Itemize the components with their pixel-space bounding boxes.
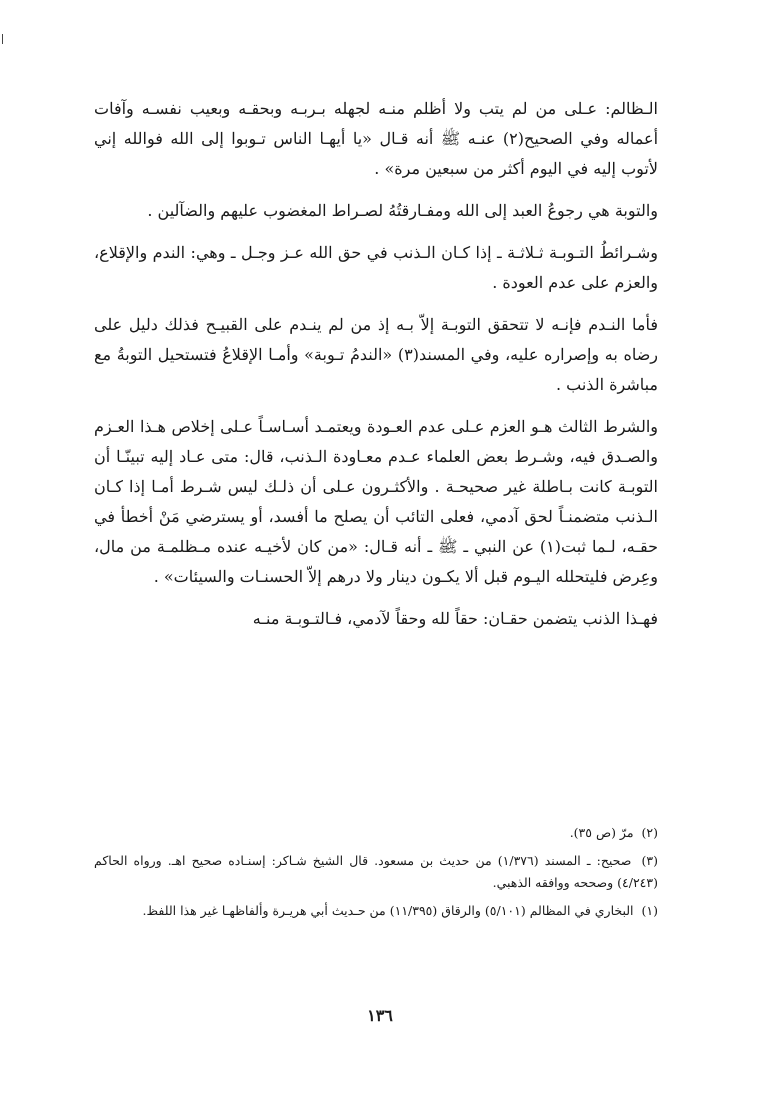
page-number: ١٣٦ — [367, 1006, 393, 1025]
footnotes — [94, 822, 658, 928]
footnote-text: البخاري في المظالم (٥/١٠١) والرقاق (١١/٣٩٥) من حـديث أبي هريـرة وألفاظهـا غير هذا اللفظ. — [142, 903, 634, 918]
paragraph-4: فأما النـدم فإنـه لا تتحقق التوبـة إلاّ بـه إذ من لم ينـدم على القبيـح فذلك دليل على رضاه به وإصراره عليه، وفي المسند(٣) «الندمُ تـوبة» وأمـا الإقلاعُ فتستحيل التوبةُ مع مباشرة الذنب . — [94, 315, 659, 394]
footnote-number: (١) — [641, 903, 658, 918]
footnote-number: (٣) — [641, 853, 658, 868]
page-edge-mark — [2, 34, 3, 44]
footnote — [94, 822, 658, 844]
paragraph-6: فهـذا الذنب يتضمن حقـان: حقاً لله وحقاً لآدمي، فـالتـوبـة منـه — [252, 609, 658, 628]
paragraph-1: الـظالم: عـلى من لم يتب ولا أظلم منـه لجهله بـربـه وبحقـه وبعيب نفسـه وآفات أعماله وفي الصحيح(٢) عنـه ﷺ أنه قـال «يا أيهـا الناس تـوبوا إلى الله فوالله إني لأتوب إليه في اليوم أكثر من سبعين مرة» . — [94, 99, 659, 178]
footnote — [94, 850, 658, 894]
paragraph-2: والتوبة هي رجوعُ العبد إلى الله ومفـارقتُهُ لصـراط المغضوب عليهم والضآلين . — [147, 201, 658, 220]
footnote — [94, 900, 658, 922]
footnote-text: مرّ (ص ٣٥). — [569, 825, 634, 840]
footnote-text: صحيح: ـ المسند (١/٣٧٦) من حديث بن مسعود. قال الشيخ شـاكر: إسنـاده صحيح اهـ. ورواه الحاكم (٤/٢٤٣) وصححه ووافقه الذهبي. — [94, 853, 658, 890]
paragraph-5: والشرط الثالث هـو العزم عـلى عدم العـودة ويعتمـد أسـاسـاً عـلى إخلاص هـذا العـزم والصـدق فيه، وشـرط بعض العلماء عـدم معـاودة الـذنب، قال: متى عـاد إليه تبينّـا أن التوبـة كانت بـاطلة غير صحيحـة . والأكثـرون عـلى أن ذلـك ليس شـرط أمـا إذا كـان الـذنب متضمنـاً لحق آدمي، فعلى التائب أن يصلح ما أفسد، أو يسترضي مَنْ أخطأ في حقـه، لـما ثبت(١) عن النبي ـ ﷺ ـ أنه قـال: «من كان لأخيـه عنده مـظلمـة من مال، وعِرض فليتحلله اليـوم قبل ألا يكـون دينار ولا درهم إلاّ الحسنـات والسيئات» . — [94, 417, 658, 586]
main-text — [94, 94, 658, 634]
footnote-number: (٢) — [641, 825, 658, 840]
paragraph-3: وشـرائطُ التـوبـة ثـلاثـة ـ إذا كـان الـذنب في حق الله عـز وجـل ـ وهي: الندم والإقلاع، والعزم على عدم العودة . — [94, 243, 658, 292]
